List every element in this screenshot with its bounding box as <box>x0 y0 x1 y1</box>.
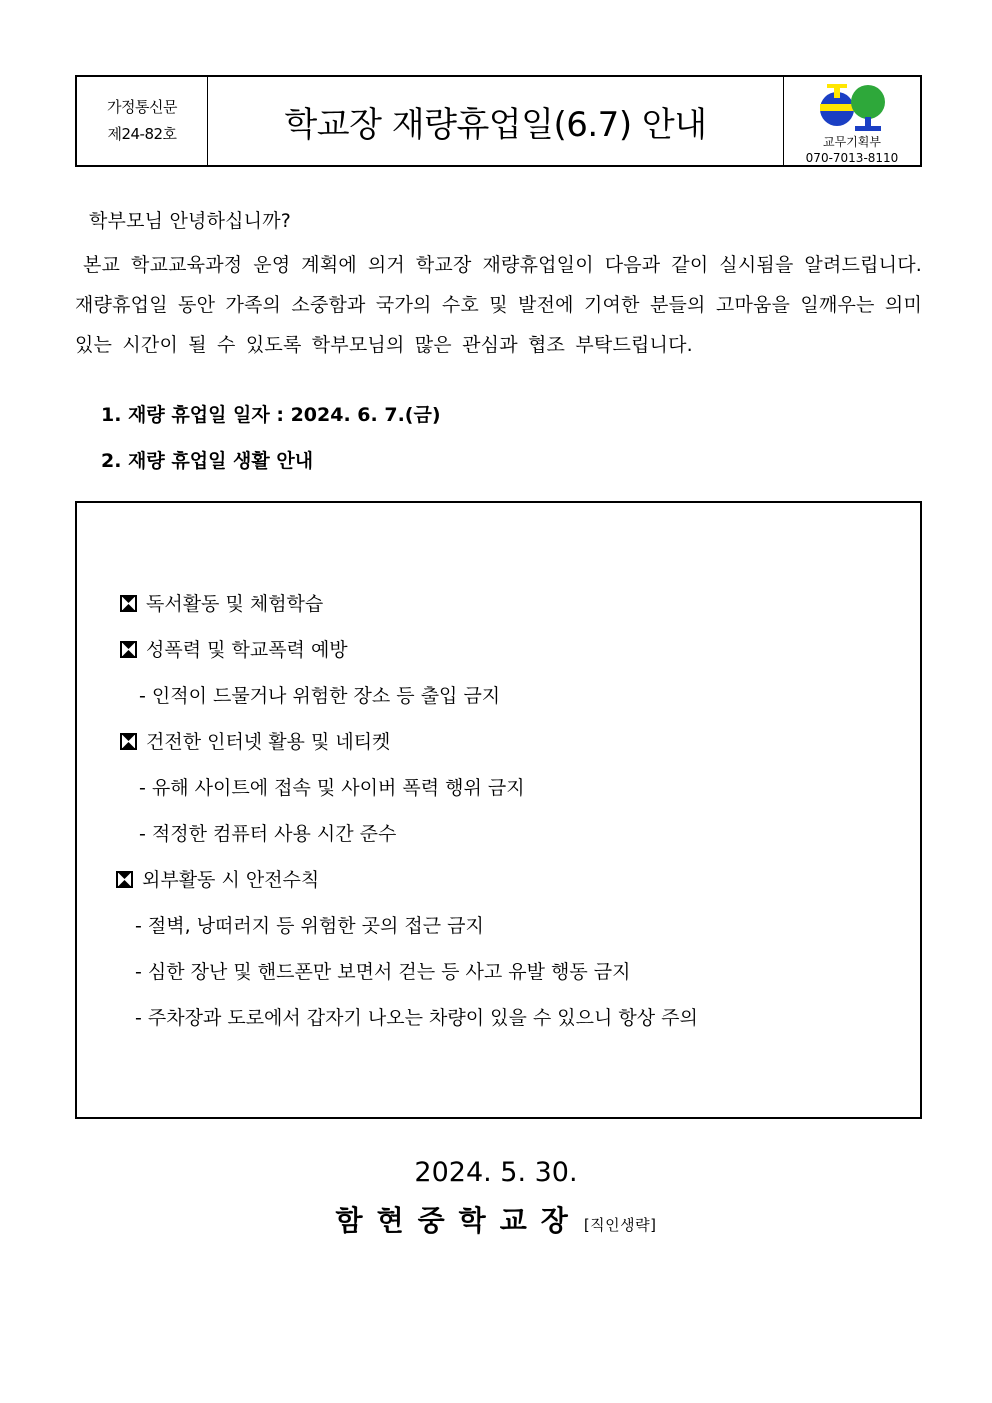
guide-item-violence <box>120 635 348 665</box>
greeting <box>75 201 922 241</box>
guide-subitem: - 심한 장난 및 핸드폰만 보면서 걷는 등 사고 유발 행동 금지 <box>135 961 631 983</box>
section-guide-title: 2. 재량 휴업일 생활 안내 <box>101 450 314 472</box>
guide-item-label: 성폭력 및 학교폭력 예방 <box>146 639 348 661</box>
guide-item-outdoor <box>116 865 319 895</box>
guide-subitem: - 유해 사이트에 접속 및 사이버 폭력 행위 금지 <box>139 777 525 799</box>
greeting-text: 학부모님 안녕하십니까? <box>89 210 292 232</box>
guide-subitem: - 절벽, 낭떠러지 등 위험한 곳의 접근 금지 <box>135 915 484 937</box>
guide-item-label: 외부활동 시 안전수칙 <box>142 869 320 891</box>
guide-item-internet <box>120 727 390 757</box>
guide-subitem: - 인적이 드물거나 위험한 장소 등 출입 금지 <box>139 685 501 707</box>
department-phone: 070-7013-8110 <box>805 151 899 165</box>
guide-box <box>75 501 922 1119</box>
department-name: 교무기획부 <box>823 135 881 149</box>
issue-date: 2024. 5. 30. <box>414 1157 578 1188</box>
guide-item-label: 건전한 인터넷 활용 및 네티켓 <box>146 731 391 753</box>
bullet-icon <box>116 871 133 888</box>
school-head: 함현중학교장 <box>335 1204 582 1237</box>
bullet-icon <box>120 641 137 658</box>
seal-note: [직인생략] <box>583 1216 657 1234</box>
section-date: 1. 재량 휴업일 일자 : 2024. 6. 7.(금) <box>101 404 441 426</box>
guide-subitem: - 적정한 컴퓨터 사용 시간 준수 <box>139 823 397 845</box>
doc-number: 제24-82호 <box>107 125 177 143</box>
doc-title: 학교장 재량휴업일(6.7) 안내 <box>284 104 707 145</box>
letter-body: 본교 학교교육과정 운영 계획에 의거 학교장 재량휴업일이 다음과 같이 실시됨을 알려드립니다. 재량휴업일 동안 가족의 소중함과 국가의 수호 및 발전에 기여한 분들의 고마움을 일깨우는 의미 있는 시간이 될 수 있도록 학부모님의 많은 관심과 협조 부탁드립니다. <box>75 254 922 356</box>
guide-item-label: 독서활동 및 체험학습 <box>146 593 324 615</box>
dept-cell <box>783 77 920 165</box>
school-logo <box>817 82 889 134</box>
header-table <box>75 75 922 167</box>
bullet-icon <box>120 595 137 612</box>
doc-info-cell <box>77 77 208 165</box>
signature-line <box>0 1201 992 1245</box>
guide-subitem: - 주차장과 도로에서 갑자기 나오는 차량이 있을 수 있으니 항상 주의 <box>135 1007 698 1029</box>
doc-type: 가정통신문 <box>107 98 177 116</box>
guide-item-reading <box>120 589 323 619</box>
bullet-icon <box>120 733 137 750</box>
